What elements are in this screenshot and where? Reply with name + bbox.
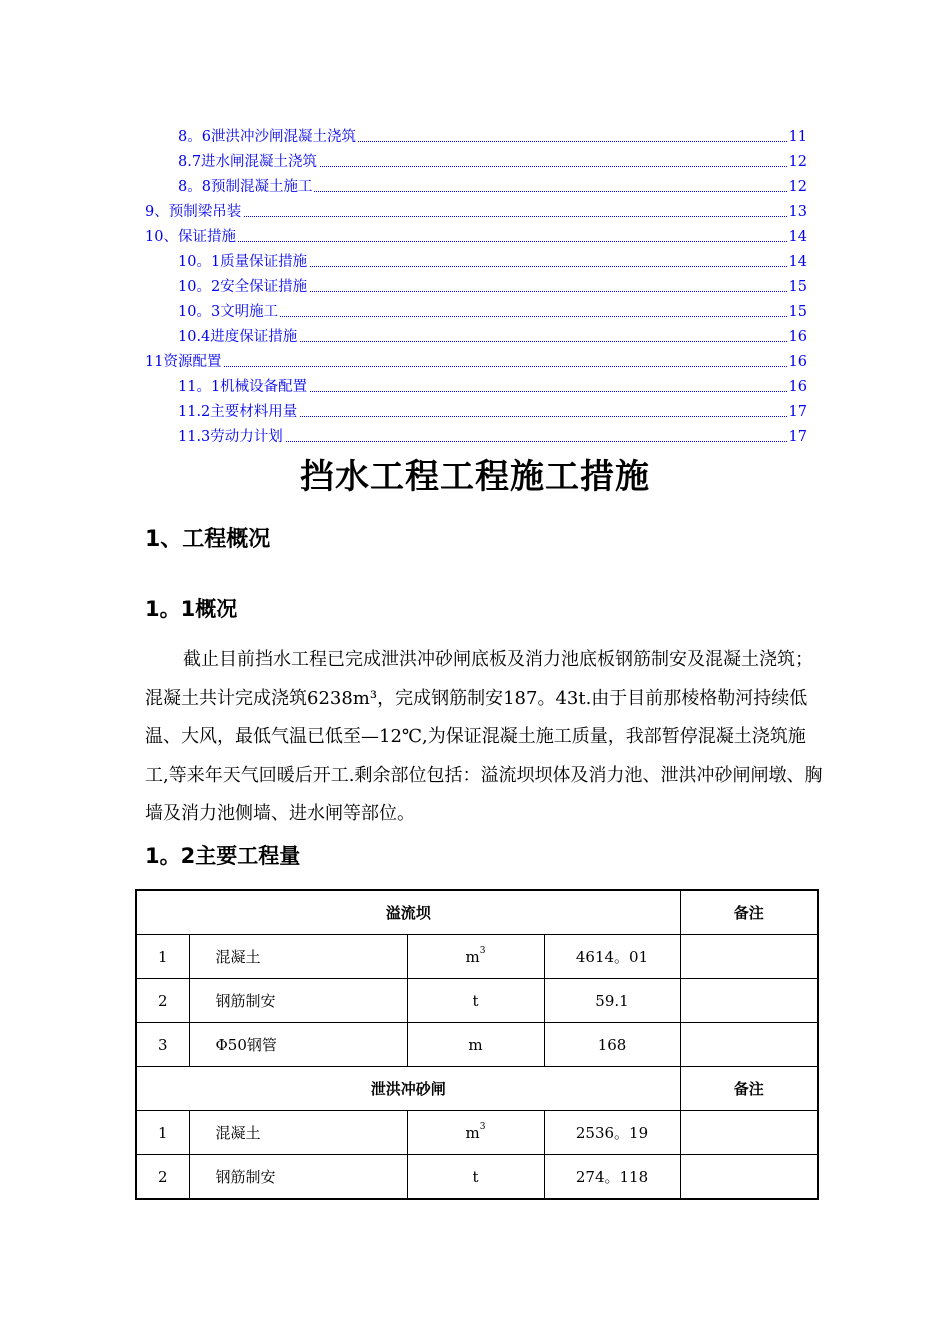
section-heading: 1、工程概况 bbox=[145, 527, 271, 552]
row-item: 混凝土 bbox=[189, 935, 407, 979]
table-row bbox=[136, 1111, 818, 1155]
row-item: 钢筋制安 bbox=[189, 979, 407, 1023]
row-remark bbox=[680, 1023, 818, 1067]
group-name: 泄洪冲砂闸 bbox=[136, 1067, 680, 1111]
row-qty: 168 bbox=[544, 1023, 680, 1067]
row-unit: $m^3$ bbox=[407, 1111, 544, 1155]
table-row bbox=[136, 935, 818, 979]
row-item: Φ50钢管 bbox=[189, 1023, 407, 1067]
toc-entry[interactable]: 8。6泄洪冲沙闸混凝土浇筑 11 bbox=[178, 126, 807, 151]
row-unit: m bbox=[407, 1023, 544, 1067]
table-of-contents bbox=[145, 126, 807, 451]
toc-entry[interactable]: 11资源配置 16 bbox=[145, 351, 807, 376]
table-row bbox=[136, 1023, 818, 1067]
row-qty: 59.1 bbox=[544, 979, 680, 1023]
subsection-heading: 1。2主要工程量 bbox=[145, 844, 301, 868]
table-row bbox=[136, 979, 818, 1023]
row-qty: 2536。19 bbox=[544, 1111, 680, 1155]
group-name: 溢流坝 bbox=[136, 890, 680, 935]
table-row bbox=[136, 1155, 818, 1200]
toc-entry[interactable]: 9、预制梁吊装 13 bbox=[145, 201, 807, 226]
document-title: 挡水工程工程施工措施 bbox=[300, 457, 650, 497]
toc-entry[interactable]: 10.4进度保证措施 16 bbox=[178, 326, 807, 351]
subsection-heading: 1。1概况 bbox=[145, 597, 238, 621]
toc-entry[interactable]: 10。3文明施工 15 bbox=[178, 301, 807, 326]
row-unit: t bbox=[407, 979, 544, 1023]
table-group-header bbox=[136, 1067, 818, 1111]
row-item: 钢筋制安 bbox=[189, 1155, 407, 1200]
row-item: 混凝土 bbox=[189, 1111, 407, 1155]
toc-entry[interactable]: 10。1质量保证措施 14 bbox=[178, 251, 807, 276]
toc-entry[interactable]: 11.2主要材料用量 17 bbox=[178, 401, 807, 426]
row-no: 2 bbox=[136, 979, 189, 1023]
overview-paragraph: 截止目前挡水工程已完成泄洪冲砂闸底板及消力池底板钢筋制安及混凝土浇筑；混凝土共计完成浇筑6238m³，完成钢筋制安187。43t.由于目前那棱格勒河持续低温、大风，最低气温已低至—12℃,为保证混凝土施工质量，我部暂停混凝土浇筑施工,等来年天气回暖后开工.剩余部位包括：溢流坝坝体及消力池、泄洪冲砂闸闸墩、胸墙及消力池侧墙、进水闸等部位。 bbox=[145, 649, 823, 824]
remark-header: 备注 bbox=[680, 1067, 818, 1111]
row-no: 3 bbox=[136, 1023, 189, 1067]
row-unit: $m^3$ bbox=[407, 935, 544, 979]
toc-entry[interactable]: 8。8预制混凝土施工 12 bbox=[178, 176, 807, 201]
toc-entry[interactable]: 11.3劳动力计划 17 bbox=[178, 426, 807, 451]
toc-entry[interactable]: 10、保证措施 14 bbox=[145, 226, 807, 251]
row-no: 1 bbox=[136, 1111, 189, 1155]
row-remark bbox=[680, 1111, 818, 1155]
row-unit: t bbox=[407, 1155, 544, 1200]
quantity-table bbox=[135, 889, 819, 1200]
row-no: 2 bbox=[136, 1155, 189, 1200]
table-group-header bbox=[136, 890, 818, 935]
row-qty: 274。118 bbox=[544, 1155, 680, 1200]
toc-entry[interactable]: 11。1机械设备配置 16 bbox=[178, 376, 807, 401]
remark-header: 备注 bbox=[680, 890, 818, 935]
toc-entry[interactable]: 8.7进水闸混凝土浇筑 12 bbox=[178, 151, 807, 176]
row-no: 1 bbox=[136, 935, 189, 979]
row-qty: 4614。01 bbox=[544, 935, 680, 979]
row-remark bbox=[680, 1155, 818, 1200]
toc-entry[interactable]: 10。2安全保证措施 15 bbox=[178, 276, 807, 301]
row-remark bbox=[680, 979, 818, 1023]
row-remark bbox=[680, 935, 818, 979]
